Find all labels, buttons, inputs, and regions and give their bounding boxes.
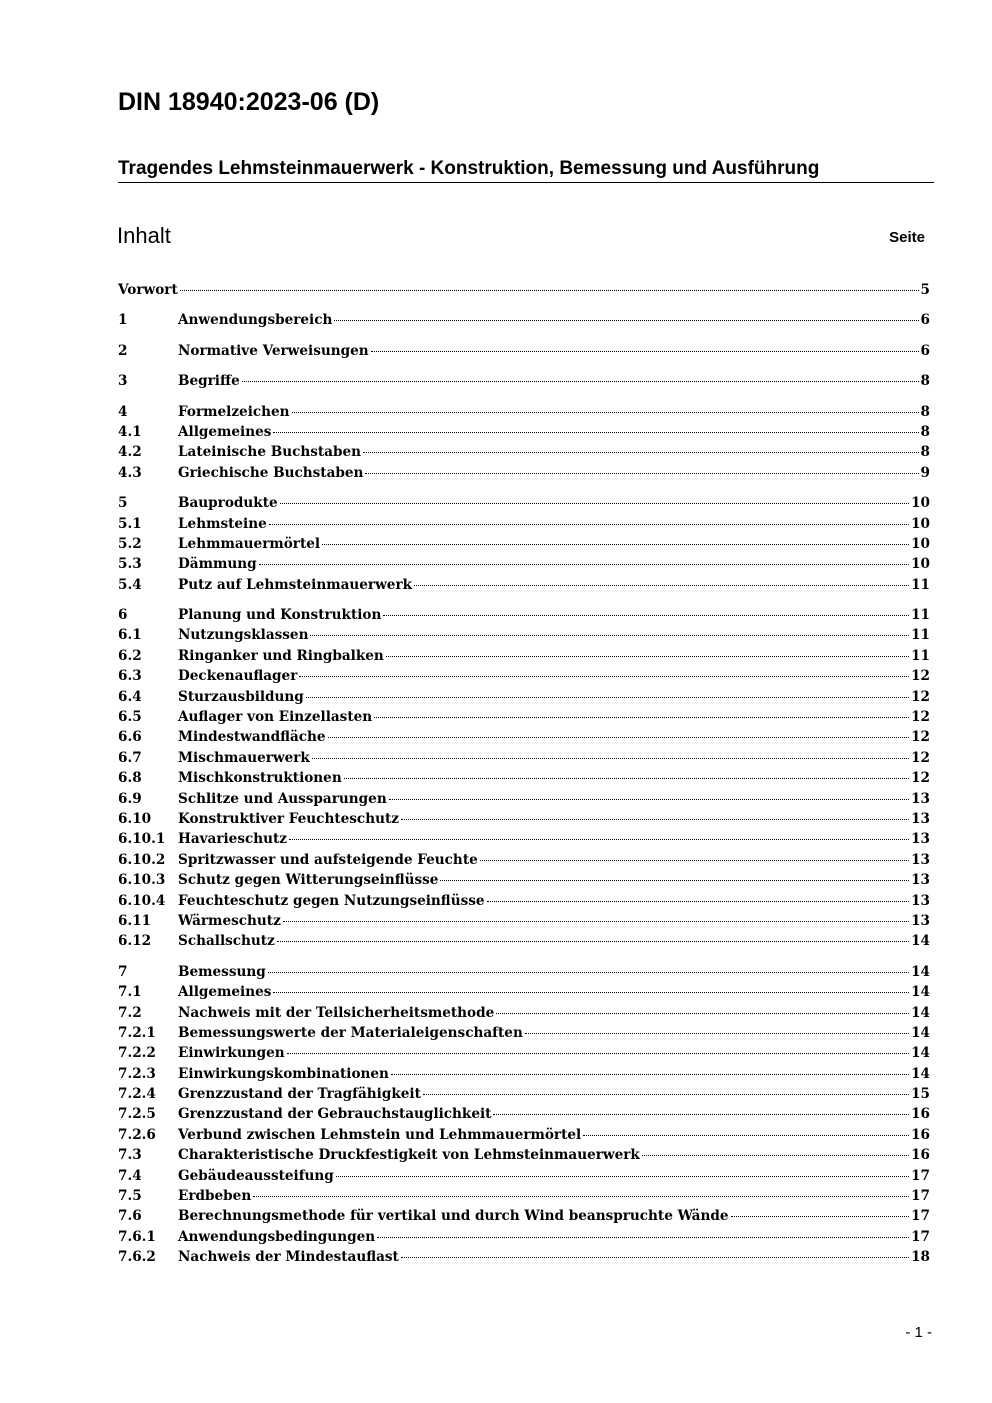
- toc-entry-number: 6.2: [118, 647, 142, 664]
- toc-entry-number: 5.2: [118, 535, 142, 552]
- toc-entry-title: Anwendungsbereich: [178, 312, 333, 329]
- toc-entry[interactable]: [118, 1247, 930, 1267]
- toc-dot-leader: [642, 1155, 909, 1156]
- toc-entry[interactable]: [118, 982, 930, 1002]
- toc-entry-title: Ringanker und Ringbalken: [178, 647, 384, 664]
- toc-entry-number: 6.10.1: [118, 831, 166, 848]
- toc-entry-title: Formelzeichen: [178, 403, 290, 420]
- toc-entry-title: Normative Verweisungen: [178, 342, 369, 359]
- toc-entry[interactable]: [118, 280, 930, 300]
- toc-entry[interactable]: [118, 402, 930, 422]
- toc-entry-title: Auflager von Einzellasten: [178, 709, 373, 726]
- toc-entry-title: Nutzungsklassen: [178, 627, 309, 644]
- toc-dot-leader: [423, 1094, 909, 1095]
- toc-dot-leader: [480, 860, 909, 861]
- toc-entry-page: 12: [911, 709, 930, 726]
- toc-dot-leader: [180, 290, 919, 291]
- toc-entry-page: 14: [911, 963, 930, 980]
- toc-dot-leader: [269, 524, 909, 525]
- toc-entry-page: 11: [911, 647, 930, 664]
- toc-entry-number: 3: [118, 373, 128, 390]
- toc-entry-number: 7.2.3: [118, 1065, 156, 1082]
- toc-dot-leader: [277, 941, 909, 942]
- toc-dot-leader: [328, 737, 909, 738]
- toc-entry-page: 13: [911, 810, 930, 827]
- toc-entry-page: 13: [911, 892, 930, 909]
- toc-entry-page: 12: [911, 770, 930, 787]
- toc-entry-title: Grenzzustand der Tragfähigkeit: [178, 1086, 421, 1103]
- toc-dot-leader: [731, 1216, 910, 1217]
- toc-entry-page: 16: [911, 1106, 930, 1123]
- toc-entry-number: 7.5: [118, 1188, 142, 1205]
- toc-entry-page: 14: [911, 933, 930, 950]
- toc-entry-page: 10: [911, 535, 930, 552]
- toc-entry[interactable]: [118, 554, 930, 574]
- toc-entry-title: Einwirkungen: [178, 1045, 285, 1062]
- toc-entry-page: 14: [911, 1024, 930, 1041]
- toc-entry-number: 6.11: [118, 912, 152, 929]
- toc-entry-page: 8: [920, 444, 930, 461]
- toc-entry-page: 17: [911, 1208, 930, 1225]
- toc-entry-title: Nachweis mit der Teilsicherheitsmethode: [178, 1004, 495, 1021]
- toc-entry-title: Planung und Konstruktion: [178, 607, 382, 624]
- toc-dot-leader: [287, 1053, 909, 1054]
- toc-dot-leader: [371, 351, 919, 352]
- toc-entry-title: Mischkonstruktionen: [178, 770, 342, 787]
- toc-entry-number: 6.10.3: [118, 872, 166, 889]
- toc-dot-leader: [363, 452, 919, 453]
- toc-entry[interactable]: [118, 870, 930, 890]
- toc-entry-title: Wärmeschutz: [178, 912, 281, 929]
- toc-dot-leader: [414, 585, 909, 586]
- toc-entry-title: Berechnungsmethode für vertikal und durch Wind beanspruchte Wände: [178, 1208, 729, 1225]
- toc-entry-page: 8: [920, 423, 930, 440]
- toc-entry-number: 6.3: [118, 668, 142, 685]
- toc-entry[interactable]: [118, 768, 930, 788]
- toc-entry[interactable]: [118, 1125, 930, 1145]
- toc-entry[interactable]: [118, 1145, 930, 1165]
- toc-entry-number: 4.3: [118, 464, 142, 481]
- toc-entry-page: 16: [911, 1147, 930, 1164]
- toc-entry-title: Dämmung: [178, 556, 257, 573]
- toc-entry-page: 11: [911, 607, 930, 624]
- toc-entry[interactable]: [118, 493, 930, 513]
- toc-entry-title: Erdbeben: [178, 1188, 252, 1205]
- toc-entry[interactable]: [118, 1227, 930, 1247]
- toc-dot-leader: [312, 758, 909, 759]
- toc-dot-leader: [525, 1033, 909, 1034]
- toc-entry-number: 4.2: [118, 444, 142, 461]
- toc-entry-page: 14: [911, 1045, 930, 1062]
- toc-entry-number: 1: [118, 312, 128, 329]
- toc-entry-title: Allgemeines: [178, 984, 272, 1001]
- toc-entry-title: Konstruktiver Feuchteschutz: [178, 810, 399, 827]
- toc-dot-leader: [253, 1196, 909, 1197]
- toc-entry-page: 17: [911, 1167, 930, 1184]
- toc-dot-leader: [299, 676, 909, 677]
- toc-dot-leader: [273, 432, 918, 433]
- toc-entry-number: 6.7: [118, 749, 142, 766]
- toc-entry-page: 18: [911, 1249, 930, 1266]
- toc-entry-title: Allgemeines: [178, 423, 272, 440]
- toc-entry-number: 7.2.5: [118, 1106, 156, 1123]
- toc-entry-number: 7.6.1: [118, 1228, 156, 1245]
- toc-entry-title: Schlitze und Aussparungen: [178, 790, 387, 807]
- toc-entry-number: 4: [118, 403, 128, 420]
- toc-entry-number: 6.10.2: [118, 851, 166, 868]
- toc-entry-page: 8: [920, 373, 930, 390]
- toc-entry-title: Lehmsteine: [178, 515, 267, 532]
- toc-entry-number: 7.4: [118, 1167, 142, 1184]
- toc-entry-page: 14: [911, 1004, 930, 1021]
- toc-entry-page: 11: [911, 576, 930, 593]
- document-subtitle: Tragendes Lehmsteinmauerwerk - Konstruktion, Bemessung und Ausführung: [118, 158, 934, 183]
- footer-page-number: - 1 -: [905, 1324, 932, 1341]
- toc-entry[interactable]: [118, 1064, 930, 1084]
- toc-entry-title: Mindestwandfläche: [178, 729, 326, 746]
- toc-entry[interactable]: [118, 442, 930, 462]
- toc-entry[interactable]: [118, 829, 930, 849]
- toc-entry[interactable]: [118, 850, 930, 870]
- toc-entry[interactable]: [118, 646, 930, 666]
- toc-entry[interactable]: [118, 422, 930, 442]
- toc-entry[interactable]: [118, 1023, 930, 1043]
- toc-entry[interactable]: [118, 463, 930, 483]
- toc-entry-page: 13: [911, 790, 930, 807]
- toc-dot-leader: [374, 717, 909, 718]
- toc-entry[interactable]: [118, 891, 930, 911]
- toc-entry[interactable]: [118, 1043, 930, 1063]
- toc-entry-page: 13: [911, 912, 930, 929]
- toc-entry[interactable]: [118, 1003, 930, 1023]
- toc-entry-title: Sturzausbildung: [178, 688, 304, 705]
- toc-entry-title: Bemessungswerte der Materialeigenschaften: [178, 1024, 523, 1041]
- toc-entry-title: Anwendungsbedingungen: [178, 1228, 376, 1245]
- toc-dot-leader: [583, 1135, 909, 1136]
- toc-entry-number: 6: [118, 607, 128, 624]
- toc-entry-page: 6: [920, 342, 930, 359]
- toc-entry-number: 6.6: [118, 729, 142, 746]
- toc-entry-title: Vorwort: [118, 282, 178, 298]
- toc-entry-number: 6.4: [118, 688, 142, 705]
- toc-entry-title: Grenzzustand der Gebrauchstauglichkeit: [178, 1106, 492, 1123]
- toc-entry-number: 7.3: [118, 1147, 142, 1164]
- toc-entry[interactable]: [118, 962, 930, 982]
- toc-entry-title: Havarieschutz: [178, 831, 288, 848]
- table-of-contents: [118, 280, 930, 1268]
- toc-entry-title: Charakteristische Druckfestigkeit von Lehmsteinmauerwerk: [178, 1147, 640, 1164]
- toc-entry-title: Lateinische Buchstaben: [178, 444, 362, 461]
- toc-entry[interactable]: [118, 1186, 930, 1206]
- toc-entry-page: 17: [911, 1228, 930, 1245]
- toc-entry[interactable]: [118, 1206, 930, 1226]
- toc-entry-number: 6.12: [118, 933, 152, 950]
- toc-entry-page: 8: [920, 403, 930, 420]
- toc-entry-number: 5.3: [118, 556, 142, 573]
- toc-dot-leader: [401, 1257, 909, 1258]
- toc-entry-page: 14: [911, 984, 930, 1001]
- toc-dot-leader: [383, 615, 909, 616]
- toc-entry-number: 2: [118, 342, 128, 359]
- toc-entry[interactable]: [118, 707, 930, 727]
- toc-entry-number: 6.8: [118, 770, 142, 787]
- toc-entry-number: 7.6: [118, 1208, 142, 1225]
- toc-entry-number: 5: [118, 495, 128, 512]
- toc-dot-leader: [322, 544, 909, 545]
- toc-dot-leader: [389, 799, 909, 800]
- toc-dot-leader: [336, 1176, 909, 1177]
- toc-dot-leader: [289, 839, 909, 840]
- toc-entry-number: 7: [118, 963, 128, 980]
- toc-dot-leader: [268, 972, 909, 973]
- toc-entry-title: Verbund zwischen Lehmstein und Lehmmauermörtel: [178, 1126, 582, 1143]
- toc-dot-leader: [273, 992, 909, 993]
- toc-entry-page: 13: [911, 831, 930, 848]
- toc-entry-page: 10: [911, 495, 930, 512]
- toc-entry[interactable]: [118, 789, 930, 809]
- toc-dot-leader: [283, 921, 909, 922]
- toc-entry-number: 5.4: [118, 576, 142, 593]
- toc-entry[interactable]: [118, 310, 930, 330]
- toc-entry-page: 16: [911, 1126, 930, 1143]
- toc-entry-number: 6.5: [118, 709, 142, 726]
- toc-entry-number: 5.1: [118, 515, 142, 532]
- toc-entry-page: 14: [911, 1065, 930, 1082]
- toc-entry-page: 17: [911, 1188, 930, 1205]
- page-column-label: Seite: [889, 229, 925, 246]
- toc-entry-title: Bauprodukte: [178, 495, 278, 512]
- toc-entry-number: 7.2.6: [118, 1126, 156, 1143]
- toc-entry-page: 13: [911, 851, 930, 868]
- toc-entry[interactable]: [118, 931, 930, 951]
- toc-entry-page: 10: [911, 515, 930, 532]
- toc-entry[interactable]: [118, 1084, 930, 1104]
- toc-entry-number: 7.2.1: [118, 1024, 156, 1041]
- toc-dot-leader: [334, 320, 918, 321]
- toc-dot-leader: [377, 1237, 909, 1238]
- toc-entry-title: Schutz gegen Witterungseinflüsse: [178, 872, 439, 889]
- toc-entry-number: 6.10: [118, 810, 152, 827]
- toc-dot-leader: [487, 901, 910, 902]
- toc-dot-leader: [493, 1114, 909, 1115]
- toc-entry-number: 6.10.4: [118, 892, 166, 909]
- toc-entry-title: Bemessung: [178, 963, 266, 980]
- toc-entry-page: 15: [911, 1086, 930, 1103]
- toc-entry[interactable]: [118, 727, 930, 747]
- toc-entry-number: 7.6.2: [118, 1249, 156, 1266]
- toc-entry[interactable]: [118, 1104, 930, 1124]
- toc-entry-page: 12: [911, 688, 930, 705]
- toc-entry-title: Putz auf Lehmsteinmauerwerk: [178, 576, 413, 593]
- toc-entry-page: 6: [920, 312, 930, 329]
- toc-entry[interactable]: [118, 625, 930, 645]
- toc-entry[interactable]: [118, 575, 930, 595]
- toc-entry-page: 11: [911, 627, 930, 644]
- document-id-title: DIN 18940:2023-06 (D): [118, 88, 380, 116]
- toc-dot-leader: [386, 656, 909, 657]
- toc-entry-number: 7.2.2: [118, 1045, 156, 1062]
- toc-dot-leader: [365, 473, 918, 474]
- toc-entry[interactable]: [118, 809, 930, 829]
- toc-entry-title: Gebäudeaussteifung: [178, 1167, 334, 1184]
- toc-entry-number: 4.1: [118, 423, 142, 440]
- toc-entry-title: Spritzwasser und aufsteigende Feuchte: [178, 851, 478, 868]
- toc-entry-number: 7.2: [118, 1004, 142, 1021]
- toc-entry[interactable]: [118, 605, 930, 625]
- toc-entry[interactable]: [118, 666, 930, 686]
- toc-dot-leader: [280, 503, 909, 504]
- toc-entry-title: Deckenauflager: [178, 668, 298, 685]
- toc-dot-leader: [310, 635, 909, 636]
- toc-entry-title: Lehmmauermörtel: [178, 535, 321, 552]
- toc-entry[interactable]: [118, 687, 930, 707]
- contents-heading: Inhalt: [117, 223, 171, 248]
- toc-entry-page: 12: [911, 749, 930, 766]
- toc-dot-leader: [401, 819, 909, 820]
- toc-entry-page: 9: [920, 464, 930, 481]
- toc-dot-leader: [242, 381, 919, 382]
- toc-dot-leader: [292, 412, 919, 413]
- toc-entry-page: 13: [911, 872, 930, 889]
- toc-entry-title: Schallschutz: [178, 933, 275, 950]
- toc-entry-number: 7.1: [118, 984, 142, 1001]
- toc-dot-leader: [306, 697, 909, 698]
- toc-entry-number: 6.1: [118, 627, 142, 644]
- toc-entry[interactable]: [118, 534, 930, 554]
- toc-dot-leader: [496, 1013, 909, 1014]
- toc-entry-title: Nachweis der Mindestauflast: [178, 1249, 399, 1266]
- toc-entry[interactable]: [118, 1166, 930, 1186]
- toc-entry[interactable]: [118, 371, 930, 391]
- toc-entry-page: 5: [920, 282, 930, 298]
- toc-entry[interactable]: [118, 911, 930, 931]
- toc-entry[interactable]: [118, 748, 930, 768]
- toc-entry-number: 7.2.4: [118, 1086, 156, 1103]
- toc-entry[interactable]: [118, 514, 930, 534]
- toc-entry-page: 12: [911, 668, 930, 685]
- toc-entry-title: Griechische Buchstaben: [178, 464, 364, 481]
- toc-entry-title: Begriffe: [178, 373, 240, 390]
- toc-entry[interactable]: [118, 341, 930, 361]
- toc-dot-leader: [440, 880, 909, 881]
- toc-entry-page: 10: [911, 556, 930, 573]
- toc-dot-leader: [344, 778, 909, 779]
- toc-entry-number: 6.9: [118, 790, 142, 807]
- toc-entry-title: Einwirkungskombinationen: [178, 1065, 389, 1082]
- toc-dot-leader: [259, 564, 909, 565]
- toc-entry-page: 12: [911, 729, 930, 746]
- toc-entry-title: Feuchteschutz gegen Nutzungseinflüsse: [178, 892, 485, 909]
- toc-dot-leader: [391, 1074, 909, 1075]
- toc-entry-title: Mischmauerwerk: [178, 749, 310, 766]
